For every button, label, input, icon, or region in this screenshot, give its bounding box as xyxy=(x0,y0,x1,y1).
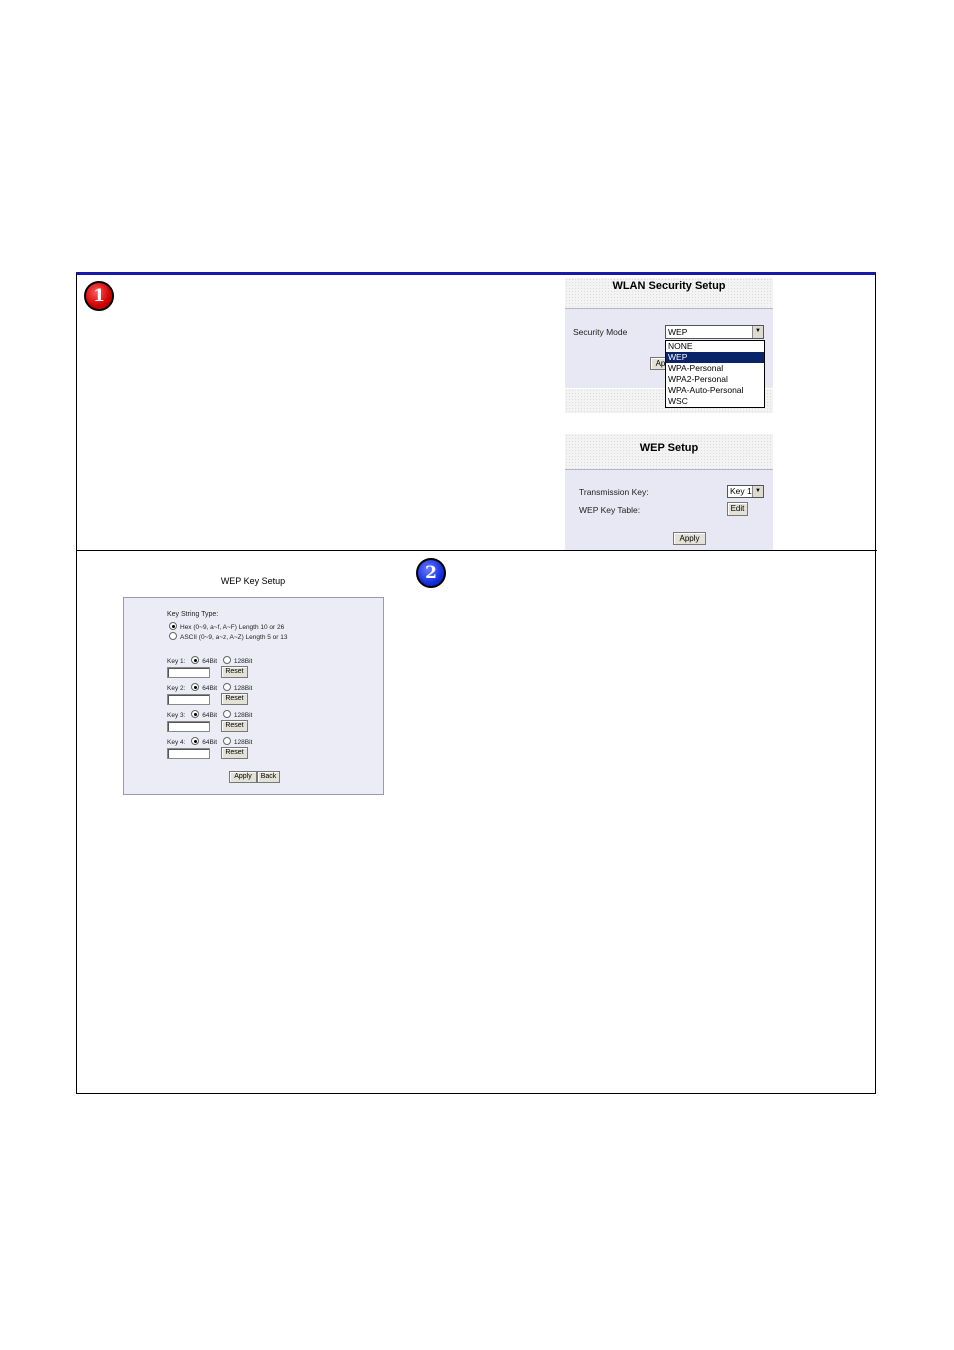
key-3-label: Key 3: xyxy=(167,712,186,719)
option-none[interactable]: NONE xyxy=(668,341,693,351)
edit-button[interactable]: Edit xyxy=(727,502,748,516)
keysetup-apply-button[interactable]: Apply xyxy=(229,771,257,783)
step-2-badge: 2 xyxy=(416,558,446,588)
hex-radio[interactable] xyxy=(169,622,177,630)
wlan-security-title: WLAN Security Setup xyxy=(565,278,773,308)
wep-setup-panel xyxy=(565,434,773,550)
key-4-128bit-radio[interactable] xyxy=(223,737,231,745)
key-3-128bit-radio[interactable] xyxy=(223,710,231,718)
option-wpa2-personal[interactable]: WPA2-Personal xyxy=(668,374,728,384)
wlan-security-setup-panel xyxy=(565,278,773,413)
wep-key-setup-form xyxy=(123,597,384,795)
table-row-divider xyxy=(76,550,877,551)
key-1-128bit-radio[interactable] xyxy=(223,656,231,664)
key-2-64bit-radio[interactable] xyxy=(191,683,199,691)
chevron-down-icon[interactable]: ▼ xyxy=(752,326,763,338)
key-2-row xyxy=(167,683,252,692)
transmission-key-select[interactable] xyxy=(727,485,764,498)
security-mode-value: WEP xyxy=(668,327,688,337)
key-3-reset-button[interactable]: Reset xyxy=(221,720,248,732)
key-1-128bit-label: 128Bit xyxy=(233,658,253,665)
key-2-128bit-label: 128Bit xyxy=(233,685,253,692)
keysetup-back-button[interactable]: Back xyxy=(257,771,280,783)
key-2-label: Key 2: xyxy=(167,685,186,692)
ascii-radio[interactable] xyxy=(169,632,177,640)
ascii-option[interactable] xyxy=(169,632,288,641)
key-string-type-label: Key String Type: xyxy=(167,611,219,618)
option-wep[interactable]: WEP xyxy=(666,352,764,363)
security-mode-label: Security Mode xyxy=(573,327,628,337)
ascii-option-label: ASCII (0~9, a~z, A~Z) Length 5 or 13 xyxy=(180,634,288,641)
security-mode-select[interactable] xyxy=(665,325,764,339)
key-1-64bit-label: 64Bit xyxy=(202,658,218,665)
transmission-key-value: Key 1 xyxy=(730,486,752,496)
key-4-64bit-radio[interactable] xyxy=(191,737,199,745)
key-1-64bit-radio[interactable] xyxy=(191,656,199,664)
wep-setup-title: WEP Setup xyxy=(565,434,773,469)
key-4-64bit-label: 64Bit xyxy=(202,739,218,746)
key-2-128bit-radio[interactable] xyxy=(223,683,231,691)
security-mode-dropdown-list[interactable] xyxy=(665,340,765,408)
wep-key-setup-title: WEP Key Setup xyxy=(220,576,286,586)
key-3-input[interactable] xyxy=(167,721,210,732)
key-4-128bit-label: 128Bit xyxy=(233,739,253,746)
key-4-input[interactable] xyxy=(167,748,210,759)
key-3-row xyxy=(167,710,252,719)
key-3-64bit-label: 64Bit xyxy=(202,712,218,719)
key-2-reset-button[interactable]: Reset xyxy=(221,693,248,705)
chevron-down-icon[interactable]: ▼ xyxy=(752,486,763,497)
key-1-label: Key 1: xyxy=(167,658,186,665)
key-4-label: Key 4: xyxy=(167,739,186,746)
wlan-apply-button[interactable]: Ap xyxy=(650,357,670,370)
option-wpa-personal[interactable]: WPA-Personal xyxy=(668,363,724,373)
key-2-64bit-label: 64Bit xyxy=(202,685,218,692)
key-3-64bit-radio[interactable] xyxy=(191,710,199,718)
key-2-input[interactable] xyxy=(167,694,210,705)
hex-option-label: Hex (0~9, a~f, A~F) Length 10 or 26 xyxy=(180,624,285,631)
key-1-reset-button[interactable]: Reset xyxy=(221,666,248,678)
wep-key-setup-panel xyxy=(120,570,386,798)
option-wsc[interactable]: WSC xyxy=(668,396,688,406)
transmission-key-label: Transmission Key: xyxy=(579,487,649,497)
step-1-badge: 1 xyxy=(84,281,114,311)
key-4-row xyxy=(167,737,252,746)
wep-apply-button[interactable]: Apply xyxy=(673,532,706,545)
key-3-128bit-label: 128Bit xyxy=(233,712,253,719)
key-1-row xyxy=(167,656,252,665)
wep-key-table-label: WEP Key Table: xyxy=(579,505,641,515)
hex-option[interactable] xyxy=(169,622,284,631)
option-wpa-auto-personal[interactable]: WPA-Auto-Personal xyxy=(668,385,744,395)
key-4-reset-button[interactable]: Reset xyxy=(221,747,248,759)
key-1-input[interactable] xyxy=(167,667,210,678)
